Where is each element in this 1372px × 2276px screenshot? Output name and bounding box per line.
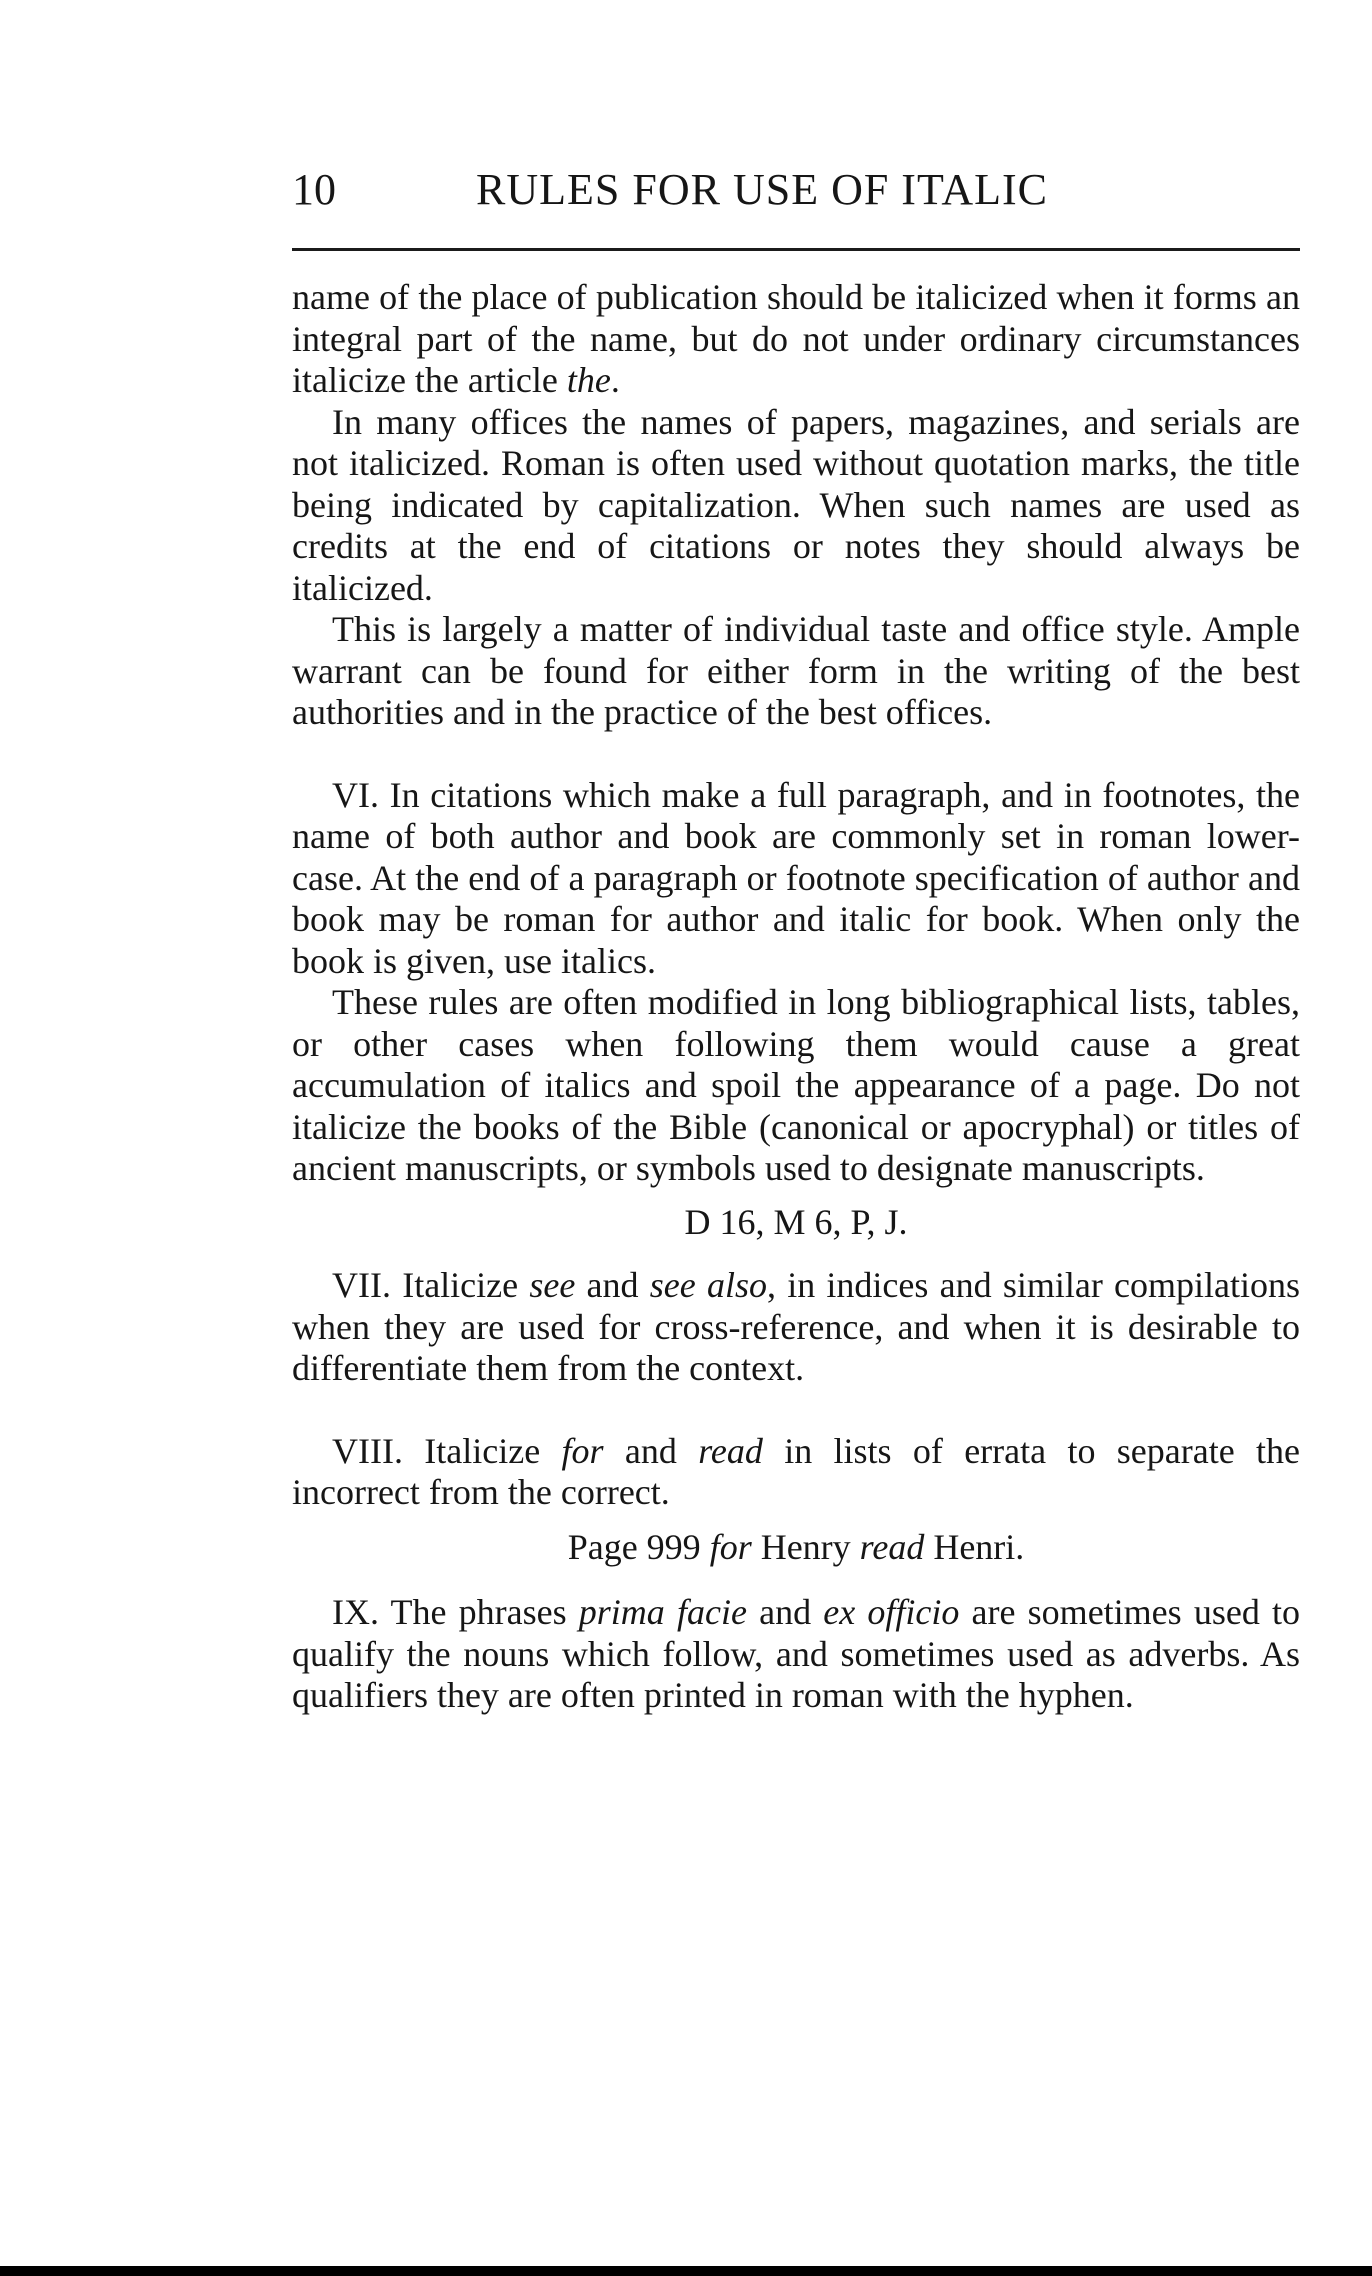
paragraph-papers-magazines: In many offices the names of papers, magazines, and serials are not italicized. Roman is often used without quotation marks, the title being indicated by capitalization. When such names are used as credits at the end of citations or notes they should always be italicized.	[292, 401, 1300, 608]
running-head: RULES FOR USE OF ITALIC	[476, 165, 1048, 214]
paragraph-bibliographical-lists: These rules are often modified in long bibliographical lists, tables, or other cases when following them would cause a great accumulation of italics and spoil the appearance of a page. Do not italicize the books of the Bible (canonical or apocryphal) or titles of ancient manuscripts, or symbols used to designate manuscripts.	[292, 982, 1300, 1188]
paragraph-rule-vii: VII. Italicize see and see also, in indices and similar compilations when they are used for cross-reference, and when it is desirable to differentiate them from the context.	[292, 1265, 1301, 1388]
paragraph-rule-viii: VIII. Italicize for and read in lists of errata to separate the incorrect from the correct.	[292, 1430, 1301, 1512]
page-body	[292, 277, 1300, 1717]
header-rule	[292, 248, 1300, 251]
paragraph-rule-vi: VI. In citations which make a full paragraph, and in footnotes, the name of both author and book are commonly set in roman lower-case. At the end of a paragraph or footnote specification of author and book may be roman for author and italic for book. When only the book is given, use italics.	[292, 774, 1300, 981]
paragraph-rule-ix: IX. The phrases prima facie and ex officio are sometimes used to qualify the nouns which follow, and sometimes used as adverbs. As qualifiers they are often printed in roman with the hyphen.	[292, 1592, 1300, 1715]
errata-example-line: Page 999 for Henry read Henri.	[567, 1526, 1025, 1567]
book-page	[292, 150, 1301, 1715]
scan-bottom-edge	[0, 2266, 1372, 2276]
paragraph-place-of-publication: name of the place of publication should be italicized when it forms an integral part of the name, but do not under ordinary circumstances italicize the article the.	[292, 277, 1300, 400]
page-number: 10	[292, 165, 336, 214]
page-header	[292, 150, 1300, 242]
reference-line: D 16, M 6, P, J.	[684, 1201, 908, 1242]
paragraph-office-style: This is largely a matter of individual taste and office style. Ample warrant can be found for either form in the writing of the best authorities and in the practice of the best offices.	[292, 609, 1300, 732]
